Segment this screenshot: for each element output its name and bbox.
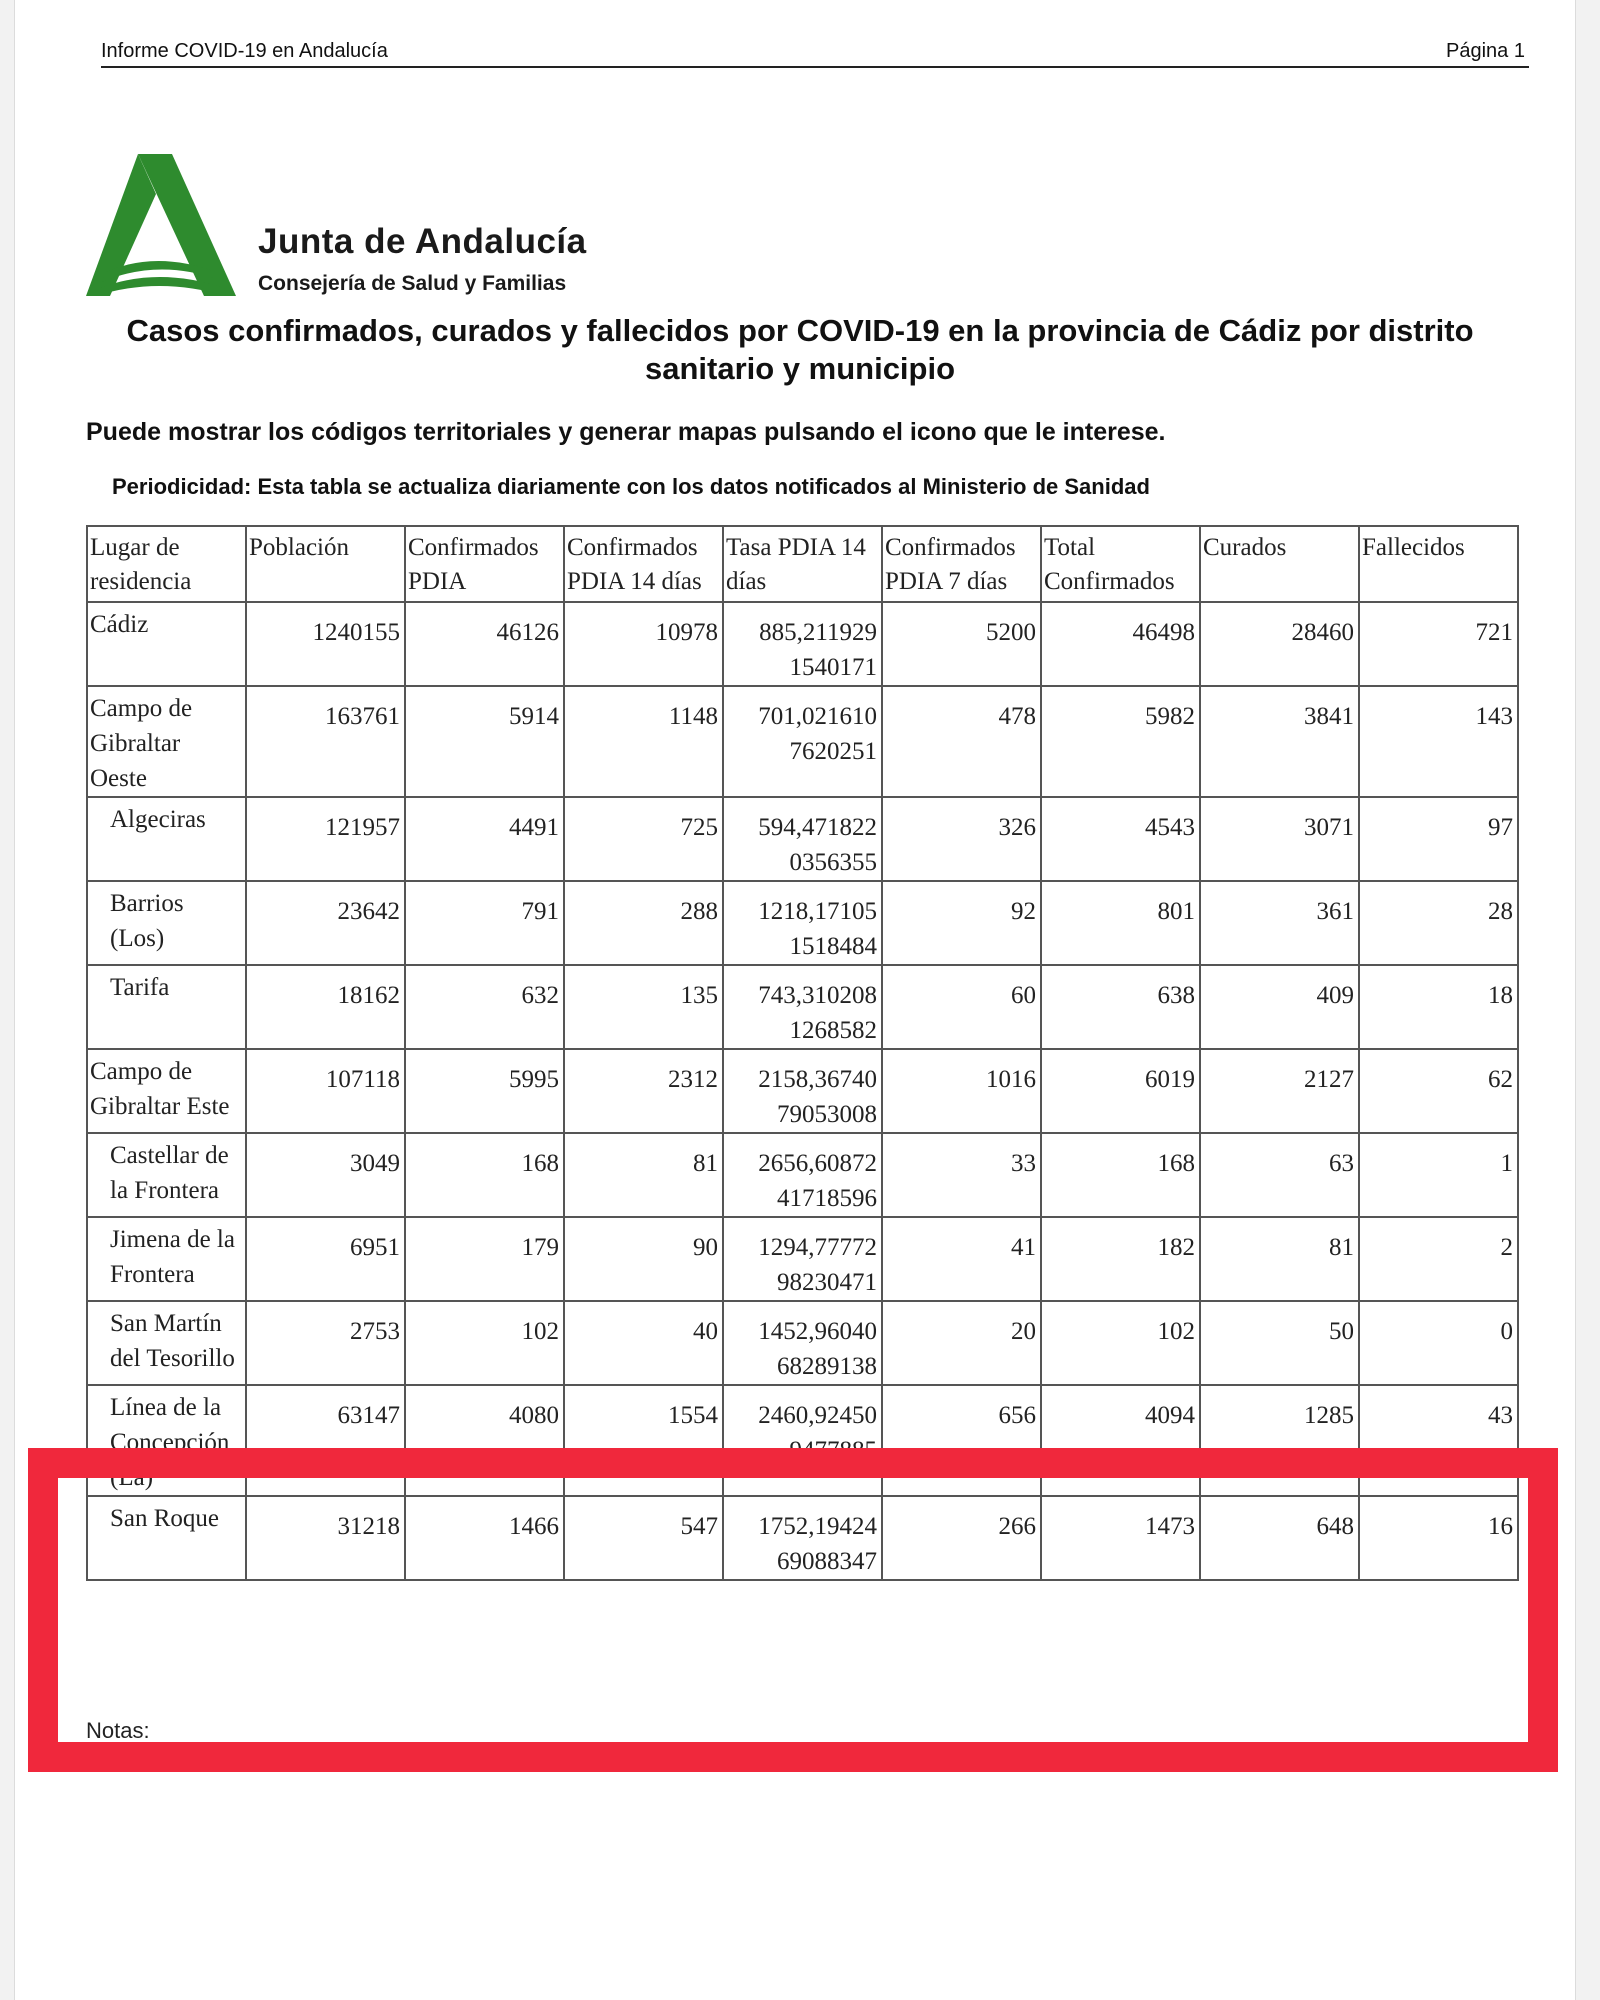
confirmados-cell: 4491 xyxy=(405,797,564,881)
rate-cell: 1752,19424 69088347 xyxy=(723,1496,882,1580)
table-row xyxy=(87,1385,1518,1496)
table-row xyxy=(87,797,1518,881)
conf7-cell: 1016 xyxy=(882,1049,1041,1133)
poblacion-cell: 18162 xyxy=(246,965,405,1049)
conf7-cell: 20 xyxy=(882,1301,1041,1385)
column-header: Lugar de residencia xyxy=(87,526,246,602)
rate-cell: 743,310208 1268582 xyxy=(723,965,882,1049)
curados-cell: 648 xyxy=(1200,1496,1359,1580)
poblacion-cell: 121957 xyxy=(246,797,405,881)
page-title xyxy=(86,312,1514,388)
confirmados-cell: 4080 xyxy=(405,1385,564,1496)
residence-cell: Campo de Gibraltar Este xyxy=(87,1049,246,1133)
poblacion-cell: 3049 xyxy=(246,1133,405,1217)
column-header: Población xyxy=(246,526,405,602)
total-cell: 638 xyxy=(1041,965,1200,1049)
rate-cell: 2460,92450 9477885 xyxy=(723,1385,882,1496)
fallecidos-cell: 1 xyxy=(1359,1133,1518,1217)
conf7-cell: 33 xyxy=(882,1133,1041,1217)
conf14-cell: 1554 xyxy=(564,1385,723,1496)
poblacion-cell: 163761 xyxy=(246,686,405,797)
fallecidos-cell: 97 xyxy=(1359,797,1518,881)
curados-cell: 1285 xyxy=(1200,1385,1359,1496)
table-row xyxy=(87,881,1518,965)
rate-cell: 1218,17105 1518484 xyxy=(723,881,882,965)
curados-cell: 2127 xyxy=(1200,1049,1359,1133)
fallecidos-cell: 721 xyxy=(1359,602,1518,686)
curados-cell: 50 xyxy=(1200,1301,1359,1385)
residence-cell: Tarifa xyxy=(87,965,246,1049)
fallecidos-cell: 18 xyxy=(1359,965,1518,1049)
column-header: Fallecidos xyxy=(1359,526,1518,602)
poblacion-cell: 2753 xyxy=(246,1301,405,1385)
rate-cell: 2656,60872 41718596 xyxy=(723,1133,882,1217)
column-header: Confirmados PDIA 7 días xyxy=(882,526,1041,602)
table-row xyxy=(87,686,1518,797)
total-cell: 182 xyxy=(1041,1217,1200,1301)
curados-cell: 63 xyxy=(1200,1133,1359,1217)
residence-cell: Jimena de la Frontera xyxy=(87,1217,246,1301)
conf14-cell: 1148 xyxy=(564,686,723,797)
curados-cell: 28460 xyxy=(1200,602,1359,686)
residence-cell: Algeciras xyxy=(87,797,246,881)
total-cell: 6019 xyxy=(1041,1049,1200,1133)
department-name: Consejería de Salud y Familias xyxy=(258,272,567,295)
column-header: Confirmados PDIA 14 días xyxy=(564,526,723,602)
column-header: Confirmados PDIA xyxy=(405,526,564,602)
fallecidos-cell: 2 xyxy=(1359,1217,1518,1301)
conf7-cell: 326 xyxy=(882,797,1041,881)
report-title: Informe COVID-19 en Andalucía xyxy=(101,40,388,62)
rate-cell: 701,021610 7620251 xyxy=(723,686,882,797)
curados-cell: 3071 xyxy=(1200,797,1359,881)
total-cell: 1473 xyxy=(1041,1496,1200,1580)
conf7-cell: 478 xyxy=(882,686,1041,797)
poblacion-cell: 6951 xyxy=(246,1217,405,1301)
table-row xyxy=(87,1301,1518,1385)
rate-cell: 2158,36740 79053008 xyxy=(723,1049,882,1133)
conf14-cell: 10978 xyxy=(564,602,723,686)
table-row xyxy=(87,1133,1518,1217)
column-header: Tasa PDIA 14 días xyxy=(723,526,882,602)
fallecidos-cell: 28 xyxy=(1359,881,1518,965)
residence-cell: Campo de Gibraltar Oeste xyxy=(87,686,246,797)
conf14-cell: 40 xyxy=(564,1301,723,1385)
curados-cell: 361 xyxy=(1200,881,1359,965)
curados-cell: 3841 xyxy=(1200,686,1359,797)
poblacion-cell: 31218 xyxy=(246,1496,405,1580)
total-cell: 46498 xyxy=(1041,602,1200,686)
confirmados-cell: 179 xyxy=(405,1217,564,1301)
rate-cell: 885,211929 1540171 xyxy=(723,602,882,686)
conf7-cell: 5200 xyxy=(882,602,1041,686)
periodicity-text: Periodicidad: Esta tabla se actualiza diariamente con los datos notificados al Ministerio de Sanidad xyxy=(112,474,1150,499)
confirmados-cell: 46126 xyxy=(405,602,564,686)
residence-cell: Barrios (Los) xyxy=(87,881,246,965)
conf7-cell: 266 xyxy=(882,1496,1041,1580)
conf14-cell: 2312 xyxy=(564,1049,723,1133)
covid-cases-table xyxy=(86,525,1519,1581)
poblacion-cell: 63147 xyxy=(246,1385,405,1496)
table-row xyxy=(87,1049,1518,1133)
table-row xyxy=(87,1217,1518,1301)
total-cell: 168 xyxy=(1041,1133,1200,1217)
confirmados-cell: 102 xyxy=(405,1301,564,1385)
confirmados-cell: 791 xyxy=(405,881,564,965)
total-cell: 4543 xyxy=(1041,797,1200,881)
total-cell: 4094 xyxy=(1041,1385,1200,1496)
confirmados-cell: 632 xyxy=(405,965,564,1049)
column-header: Total Confirmados xyxy=(1041,526,1200,602)
rate-cell: 1294,77772 98230471 xyxy=(723,1217,882,1301)
fallecidos-cell: 16 xyxy=(1359,1496,1518,1580)
confirmados-cell: 5914 xyxy=(405,686,564,797)
poblacion-cell: 107118 xyxy=(246,1049,405,1133)
total-cell: 5982 xyxy=(1041,686,1200,797)
notes-label: Notas: xyxy=(86,1718,150,1743)
conf14-cell: 81 xyxy=(564,1133,723,1217)
table-row xyxy=(87,965,1518,1049)
rate-cell: 594,471822 0356355 xyxy=(723,797,882,881)
column-header: Curados xyxy=(1200,526,1359,602)
curados-cell: 409 xyxy=(1200,965,1359,1049)
conf14-cell: 135 xyxy=(564,965,723,1049)
conf7-cell: 92 xyxy=(882,881,1041,965)
table-row xyxy=(87,1496,1518,1580)
table-header-row xyxy=(87,526,1518,602)
residence-cell: San Roque xyxy=(87,1496,246,1580)
fallecidos-cell: 143 xyxy=(1359,686,1518,797)
confirmados-cell: 168 xyxy=(405,1133,564,1217)
poblacion-cell: 23642 xyxy=(246,881,405,965)
conf14-cell: 725 xyxy=(564,797,723,881)
running-header xyxy=(101,40,1529,68)
total-cell: 801 xyxy=(1041,881,1200,965)
conf14-cell: 90 xyxy=(564,1217,723,1301)
table-row xyxy=(87,602,1518,686)
curados-cell: 81 xyxy=(1200,1217,1359,1301)
organization-name: Junta de Andalucía xyxy=(258,222,587,261)
conf14-cell: 547 xyxy=(564,1496,723,1580)
conf14-cell: 288 xyxy=(564,881,723,965)
rate-cell: 1452,96040 68289138 xyxy=(723,1301,882,1385)
conf7-cell: 656 xyxy=(882,1385,1041,1496)
conf7-cell: 41 xyxy=(882,1217,1041,1301)
conf7-cell: 60 xyxy=(882,965,1041,1049)
confirmados-cell: 1466 xyxy=(405,1496,564,1580)
instruction-text: Puede mostrar los códigos territoriales y generar mapas pulsando el icono que le interese. xyxy=(86,418,1166,446)
residence-cell: Línea de la Concepción (La) xyxy=(87,1385,246,1496)
page-title-line-2: sanitario y municipio xyxy=(644,351,956,386)
fallecidos-cell: 62 xyxy=(1359,1049,1518,1133)
poblacion-cell: 1240155 xyxy=(246,602,405,686)
junta-andalucia-logo-icon xyxy=(86,154,236,296)
fallecidos-cell: 43 xyxy=(1359,1385,1518,1496)
fallecidos-cell: 0 xyxy=(1359,1301,1518,1385)
residence-cell: Castellar de la Frontera xyxy=(87,1133,246,1217)
page-number: Página 1 xyxy=(1446,40,1525,62)
confirmados-cell: 5995 xyxy=(405,1049,564,1133)
residence-cell: Cádiz xyxy=(87,602,246,686)
total-cell: 102 xyxy=(1041,1301,1200,1385)
residence-cell: San Martín del Tesorillo xyxy=(87,1301,246,1385)
page-title-line-1: Casos confirmados, curados y fallecidos por COVID-19 en la provincia de Cádiz por distrito xyxy=(126,313,1474,348)
